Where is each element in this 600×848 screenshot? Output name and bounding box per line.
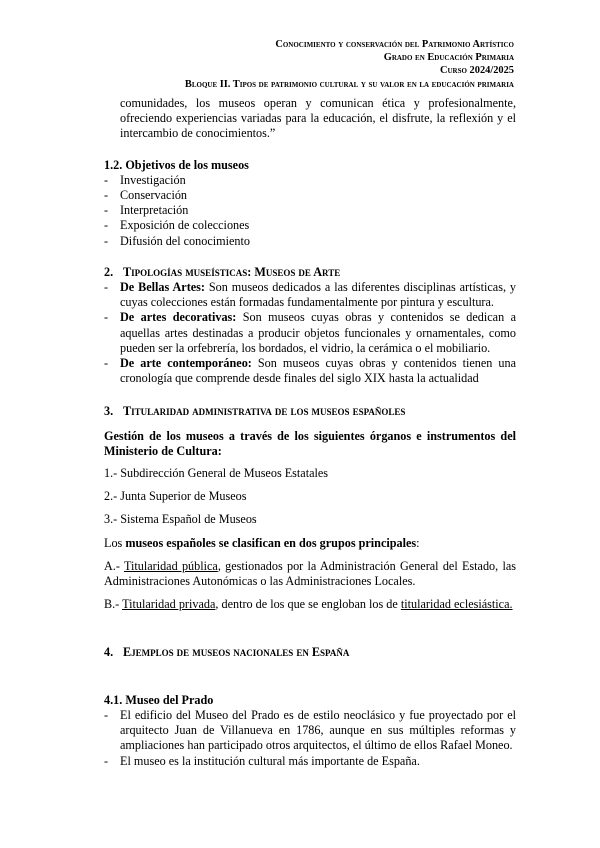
prado-list: [104, 708, 516, 769]
list-item: - Interpretación: [104, 203, 189, 218]
intro-quote: comunidades, los museos operan y comunican ética y profesionalmente, ofreciendo experiencias variadas para la educación, el disfrute, la reflexión y el intercambio de conocimientos.”: [120, 96, 516, 141]
document-body: [104, 96, 516, 769]
list-item: - Difusión del conocimiento: [104, 233, 250, 248]
list-item: - Conservación: [104, 188, 188, 203]
section-2-title: 2. Tipologías museísticas: Museos de Arte: [104, 264, 341, 279]
list-item: - De artes decorativas: Son museos cuyas obras y contenidos se dedican a aquellas artes destinadas a producir objetos funcionales y ornamentales, como pueden ser la orfebrería, los bordados, el vidrio, la cerámica o el mobiliario.: [104, 310, 516, 355]
header-course: Conocimiento y conservación del Patrimonio Artístico: [275, 39, 514, 50]
classification-intro: Los museos españoles se clasifican en dos grupos principales:: [104, 535, 420, 550]
page-header: [185, 38, 514, 91]
list-item: - El edificio del Museo del Prado es de estilo neoclásico y fue proyectado por el arquitecto Juan de Villanueva en 1786, aunque en sus múltiples reformas y ampliaciones han participado otros arquitectos, el último de ellos Rafael Moneo.: [104, 707, 516, 753]
section-3-lead: Gestión de los museos a través de los siguientes órganos e instrumentos del Ministerio de Cultura:: [104, 428, 516, 458]
list-item: - Investigación: [104, 172, 186, 187]
header-year: Curso 2024/2025: [440, 65, 514, 77]
section-4-1-title: 4.1. Museo del Prado: [104, 692, 214, 707]
list-item: - De Bellas Artes: Son museos dedicados a las diferentes disciplinas artísticas, y cuyas colecciones están formadas fundamentalmente por pintura y escultura.: [104, 280, 516, 310]
organ-item: 1.- Subdirección General de Museos Estatales: [104, 466, 329, 481]
organ-item: 2.- Junta Superior de Museos: [104, 489, 247, 504]
organ-item: 3.- Sistema Español de Museos: [104, 512, 257, 527]
museum-types-list: [104, 280, 516, 386]
header-block: Bloque II. Tipos de patrimonio cultural y su valor en la educación primaria: [184, 78, 514, 90]
section-4-title: 4. Ejemplos de museos nacionales en España: [104, 645, 350, 660]
section-1-2-title: 1.2. Objetivos de los museos: [104, 157, 249, 172]
header-degree: Grado en Educación Primaria: [383, 52, 514, 64]
list-item: - Exposición de colecciones: [104, 218, 250, 233]
list-item: - De arte contemporáneo: Son museos cuyas obras y contenidos tienen una cronología que comprende desde finales del siglo XIX hasta la actualidad: [104, 356, 516, 386]
objectives-list: [104, 173, 516, 249]
section-3-title: 3. Titularidad administrativa de los museos españoles: [104, 404, 406, 419]
public-ownership: A.- Titularidad pública, gestionados por la Administración General del Estado, las Administraciones Autonómicas o las Administraciones Locales.: [104, 558, 517, 589]
private-ownership: B.- Titularidad privada, dentro de los que se engloban los de titularidad eclesiástica.: [104, 597, 513, 612]
list-item: - El museo es la institución cultural más importante de España.: [104, 753, 420, 768]
